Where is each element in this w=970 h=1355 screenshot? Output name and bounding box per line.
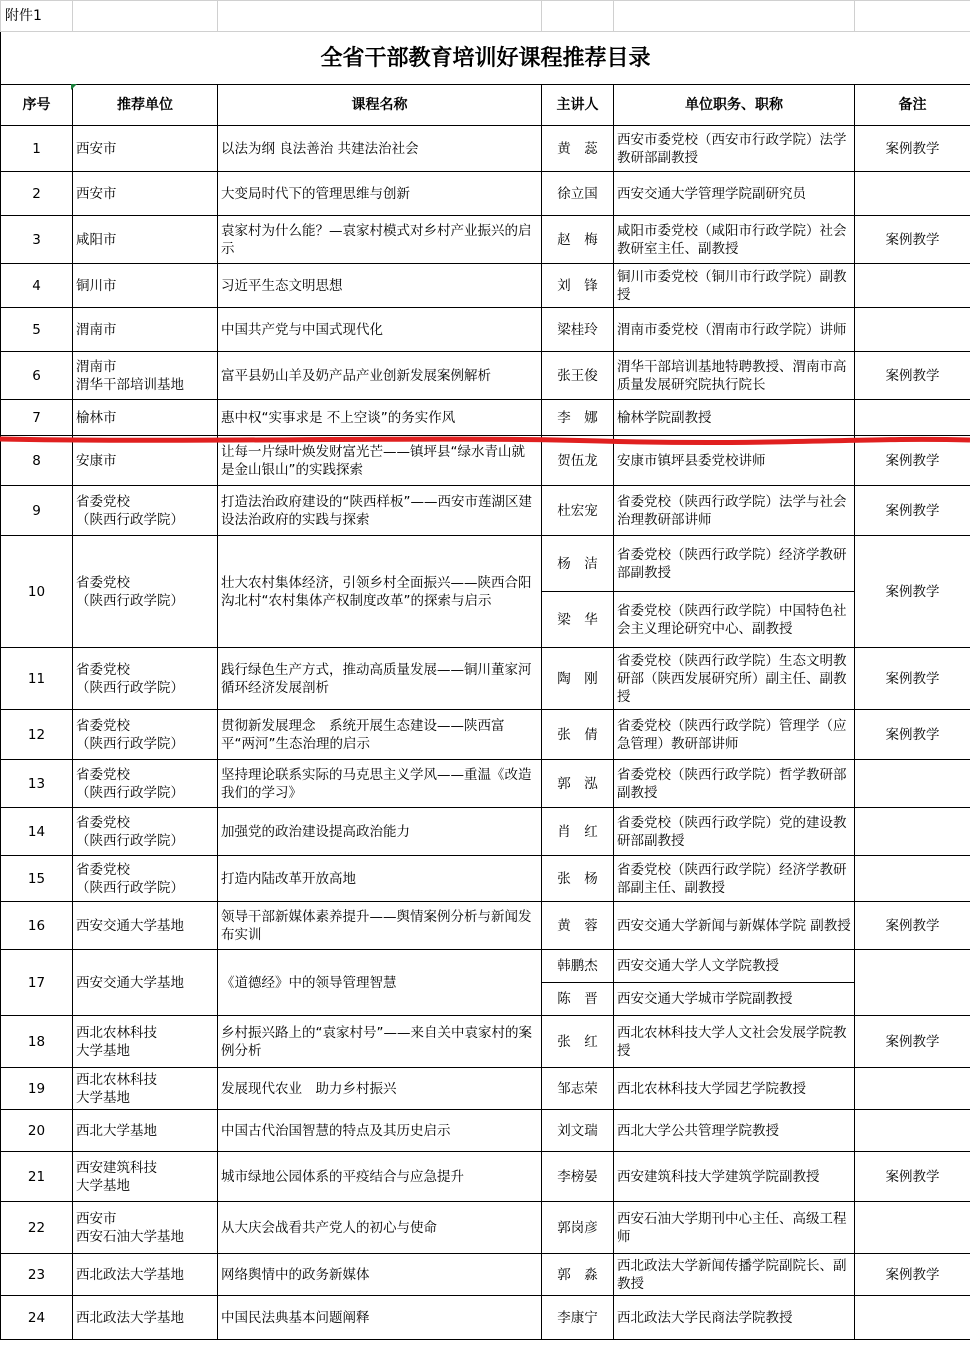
row-number: 22: [1, 1202, 73, 1254]
recommending-unit: 省委党校 （陕西行政学院）: [73, 856, 218, 902]
speaker-position: 西安市委党校（西安市行政学院）法学教研部副教授: [614, 126, 855, 172]
recommending-unit: 西安市: [73, 126, 218, 172]
remark: [855, 950, 970, 1016]
title-row: [1, 32, 970, 85]
table-row: [1, 710, 970, 760]
row-number: 11: [1, 648, 73, 710]
remark: [855, 264, 970, 308]
speaker-name: 杜宏宠: [542, 486, 614, 536]
remark: 案例教学: [855, 1016, 970, 1068]
course-name: 贯彻新发展理念 系统开展生态建设——陕西富平“两河”生态治理的启示: [218, 710, 542, 760]
remark: [855, 1202, 970, 1254]
speaker-position: 铜川市委党校（铜川市行政学院）副教授: [614, 264, 855, 308]
recommending-unit: 西北农林科技 大学基地: [73, 1068, 218, 1110]
speaker-position: 西安建筑科技大学建筑学院副教授: [614, 1152, 855, 1202]
speaker-name: 李榜晏: [542, 1152, 614, 1202]
course-name: 习近平生态文明思想: [218, 264, 542, 308]
remark: [855, 808, 970, 856]
recommending-unit: 咸阳市: [73, 216, 218, 264]
remark: [855, 1110, 970, 1152]
top-row: [1, 1, 970, 32]
remark: [855, 1296, 970, 1340]
speaker-name: 张 杨: [542, 856, 614, 902]
header-remark: 备注: [855, 85, 970, 126]
speaker-position: 渭华干部培训基地特聘教授、渭南市高质量发展研究院执行院长: [614, 352, 855, 400]
course-name: 乡村振兴路上的“袁家村号”——来自关中袁家村的案例分析: [218, 1016, 542, 1068]
row-number: 21: [1, 1152, 73, 1202]
empty-cell: [218, 1, 542, 32]
row-number: 6: [1, 352, 73, 400]
remark: 案例教学: [855, 352, 970, 400]
table-row: [1, 1202, 970, 1254]
table-row: [1, 400, 970, 436]
cell-comment-marker: [71, 84, 77, 90]
speaker-name: 杨 洁: [542, 536, 614, 592]
table-row: [1, 1016, 970, 1068]
speaker-name: 张 红: [542, 1016, 614, 1068]
recommending-unit: 西北政法大学基地: [73, 1296, 218, 1340]
course-name: 袁家村为什么能？—袁家村模式对乡村产业振兴的启示: [218, 216, 542, 264]
header-speaker: 主讲人: [542, 85, 614, 126]
row-number: 20: [1, 1110, 73, 1152]
remark: 案例教学: [855, 1152, 970, 1202]
table-row: [1, 216, 970, 264]
recommending-unit: 铜川市: [73, 264, 218, 308]
recommending-unit: 西北农林科技 大学基地: [73, 1016, 218, 1068]
remark: [855, 400, 970, 436]
row-number: 1: [1, 126, 73, 172]
header-unit: 推荐单位: [73, 85, 218, 126]
speaker-name: 李 娜: [542, 400, 614, 436]
table-row: [1, 1254, 970, 1296]
course-name: 中国古代治国智慧的特点及其历史启示: [218, 1110, 542, 1152]
table-row: [1, 264, 970, 308]
remark: [855, 308, 970, 352]
row-number: 2: [1, 172, 73, 216]
speaker-position: 西北农林科技大学人文社会发展学院教授: [614, 1016, 855, 1068]
speaker-name: 梁 华: [542, 592, 614, 648]
course-name: 打造内陆改革开放高地: [218, 856, 542, 902]
speaker-position: 省委党校（陕西行政学院）哲学教研部副教授: [614, 760, 855, 808]
speaker-position: 渭南市委党校（渭南市行政学院）讲师: [614, 308, 855, 352]
speaker-position: 西北政法大学民商法学院教授: [614, 1296, 855, 1340]
remark: 案例教学: [855, 126, 970, 172]
table-row: [1, 352, 970, 400]
row-number: 14: [1, 808, 73, 856]
recommending-unit: 省委党校 （陕西行政学院）: [73, 710, 218, 760]
row-number: 15: [1, 856, 73, 902]
course-name: 富平县奶山羊及奶产品产业创新发展案例解析: [218, 352, 542, 400]
remark: [855, 760, 970, 808]
speaker-name: 肖 红: [542, 808, 614, 856]
course-name: 中国共产党与中国式现代化: [218, 308, 542, 352]
speaker-position: 西北农林科技大学园艺学院教授: [614, 1068, 855, 1110]
speaker-name: 贺伍龙: [542, 436, 614, 486]
speaker-name: 郭 淼: [542, 1254, 614, 1296]
course-name: 《道德经》中的领导管理智慧: [218, 950, 542, 1016]
row-number: 3: [1, 216, 73, 264]
course-name: 坚持理论联系实际的马克思主义学风——重温《改造我们的学习》: [218, 760, 542, 808]
speaker-name: 赵 梅: [542, 216, 614, 264]
speaker-name: 郭岗彦: [542, 1202, 614, 1254]
remark: 案例教学: [855, 648, 970, 710]
remark: [855, 172, 970, 216]
speaker-name: 黄 蓉: [542, 902, 614, 950]
speaker-name: 梁桂玲: [542, 308, 614, 352]
recommending-unit: 西安交通大学基地: [73, 950, 218, 1016]
recommending-unit: 榆林市: [73, 400, 218, 436]
row-number: 17: [1, 950, 73, 1016]
speaker-position: 省委党校（陕西行政学院）中国特色社会主义理论研究中心、副教授: [614, 592, 855, 648]
speaker-position: 省委党校（陕西行政学院）管理学（应急管理）教研部讲师: [614, 710, 855, 760]
speaker-position: 省委党校（陕西行政学院）经济学教研部副教授: [614, 536, 855, 592]
course-name: 惠中权“实事求是 不上空谈”的务实作风: [218, 400, 542, 436]
recommending-unit: 西北政法大学基地: [73, 1254, 218, 1296]
remark: 案例教学: [855, 536, 970, 648]
header-position: 单位职务、职称: [614, 85, 855, 126]
recommending-unit: 西北大学基地: [73, 1110, 218, 1152]
empty-cell: [542, 1, 614, 32]
table-row: [1, 172, 970, 216]
header-course: 课程名称: [218, 85, 542, 126]
recommending-unit: 西安交通大学基地: [73, 902, 218, 950]
recommending-unit: 渭南市: [73, 308, 218, 352]
speaker-position: 榆林学院副教授: [614, 400, 855, 436]
red-divider-line: [0, 433, 970, 447]
speaker-position: 西安交通大学城市学院副教授: [614, 983, 855, 1016]
page-title: 全省干部教育培训好课程推荐目录: [1, 32, 970, 85]
attachment-label: 附件1: [1, 1, 73, 32]
speaker-position: 省委党校（陕西行政学院）经济学教研部副主任、副教授: [614, 856, 855, 902]
speaker-position: 安康市镇坪县委党校讲师: [614, 436, 855, 486]
remark: [855, 856, 970, 902]
table-row: [1, 1296, 970, 1340]
recommending-unit: 西安建筑科技 大学基地: [73, 1152, 218, 1202]
speaker-name: 陶 刚: [542, 648, 614, 710]
speaker-position: 省委党校（陕西行政学院）党的建设教研部副教授: [614, 808, 855, 856]
speaker-position: 西安交通大学人文学院教授: [614, 950, 855, 983]
row-number: 10: [1, 536, 73, 648]
speaker-position: 西北政法大学新闻传播学院副院长、副教授: [614, 1254, 855, 1296]
row-number: 18: [1, 1016, 73, 1068]
speaker-name: 张 倩: [542, 710, 614, 760]
speaker-name: 张王俊: [542, 352, 614, 400]
recommending-unit: 省委党校 （陕西行政学院）: [73, 648, 218, 710]
table-row: [1, 1152, 970, 1202]
table-row: [1, 950, 970, 983]
course-name: 大变局时代下的管理思维与创新: [218, 172, 542, 216]
speaker-name: 刘 锋: [542, 264, 614, 308]
table-row: [1, 486, 970, 536]
remark: 案例教学: [855, 436, 970, 486]
recommending-unit: 安康市: [73, 436, 218, 486]
table-row: [1, 856, 970, 902]
course-name: 中国民法典基本问题阐释: [218, 1296, 542, 1340]
row-number: 8: [1, 436, 73, 486]
course-name: 壮大农村集体经济，引领乡村全面振兴——陕西合阳沟北村“农村集体产权制度改革”的探索与启示: [218, 536, 542, 648]
row-number: 16: [1, 902, 73, 950]
speaker-name: 李康宁: [542, 1296, 614, 1340]
speaker-position: 西安交通大学新闻与新媒体学院 副教授: [614, 902, 855, 950]
remark: 案例教学: [855, 1254, 970, 1296]
empty-cell: [855, 1, 970, 32]
remark: 案例教学: [855, 216, 970, 264]
table-row: [1, 536, 970, 592]
speaker-name: 邹志荣: [542, 1068, 614, 1110]
empty-cell: [614, 1, 855, 32]
remark: 案例教学: [855, 710, 970, 760]
speaker-position: 省委党校（陕西行政学院）生态文明教研部（陕西发展研究所）副主任、副教授: [614, 648, 855, 710]
speaker-name: 韩鹏杰: [542, 950, 614, 983]
speaker-name: 徐立国: [542, 172, 614, 216]
course-name: 践行绿色生产方式，推动高质量发展——铜川董家河循环经济发展剖析: [218, 648, 542, 710]
speaker-position: 西安石油大学期刊中心主任、高级工程师: [614, 1202, 855, 1254]
speaker-name: 黄 蕊: [542, 126, 614, 172]
recommending-unit: 西安市 西安石油大学基地: [73, 1202, 218, 1254]
row-number: 7: [1, 400, 73, 436]
remark: 案例教学: [855, 486, 970, 536]
table-row: [1, 308, 970, 352]
table-row: [1, 648, 970, 710]
speaker-name: 郭 泓: [542, 760, 614, 808]
course-name: 让每一片绿叶焕发财富光芒——镇坪县“绿水青山就是金山银山”的实践探索: [218, 436, 542, 486]
recommending-unit: 西安市: [73, 172, 218, 216]
course-name: 打造法治政府建设的“陕西样板”——西安市莲湖区建设法治政府的实践与探索: [218, 486, 542, 536]
row-number: 5: [1, 308, 73, 352]
empty-cell: [73, 1, 218, 32]
recommending-unit: 省委党校 （陕西行政学院）: [73, 760, 218, 808]
table-row: [1, 902, 970, 950]
speaker-position: 西北大学公共管理学院教授: [614, 1110, 855, 1152]
row-number: 23: [1, 1254, 73, 1296]
course-name: 网络舆情中的政务新媒体: [218, 1254, 542, 1296]
course-name: 城市绿地公园体系的平疫结合与应急提升: [218, 1152, 542, 1202]
speaker-position: 省委党校（陕西行政学院）法学与社会治理教研部讲师: [614, 486, 855, 536]
speaker-name: 刘文瑞: [542, 1110, 614, 1152]
row-number: 12: [1, 710, 73, 760]
remark: [855, 1068, 970, 1110]
remark: 案例教学: [855, 902, 970, 950]
row-number: 13: [1, 760, 73, 808]
course-name: 从大庆会战看共产党人的初心与使命: [218, 1202, 542, 1254]
recommending-unit: 省委党校 （陕西行政学院）: [73, 486, 218, 536]
recommending-unit: 渭南市 渭华干部培训基地: [73, 352, 218, 400]
table-row: [1, 1110, 970, 1152]
table-row: [1, 1068, 970, 1110]
course-name: 发展现代农业 助力乡村振兴: [218, 1068, 542, 1110]
speaker-name: 陈 晋: [542, 983, 614, 1016]
row-number: 19: [1, 1068, 73, 1110]
course-name: 领导干部新媒体素养提升——舆情案例分析与新闻发布实训: [218, 902, 542, 950]
recommending-unit: 省委党校 （陕西行政学院）: [73, 536, 218, 648]
table-row: [1, 808, 970, 856]
header-no: 序号: [1, 85, 73, 126]
course-name: 加强党的政治建设提高政治能力: [218, 808, 542, 856]
speaker-position: 咸阳市委党校（咸阳市行政学院）社会教研室主任、副教授: [614, 216, 855, 264]
course-name: 以法为纲 良法善治 共建法治社会: [218, 126, 542, 172]
table-row: [1, 760, 970, 808]
row-number: 4: [1, 264, 73, 308]
row-number: 24: [1, 1296, 73, 1340]
table-row: [1, 126, 970, 172]
row-number: 9: [1, 486, 73, 536]
speaker-position: 西安交通大学管理学院副研究员: [614, 172, 855, 216]
recommending-unit: 省委党校 （陕西行政学院）: [73, 808, 218, 856]
header-row: [1, 85, 970, 126]
